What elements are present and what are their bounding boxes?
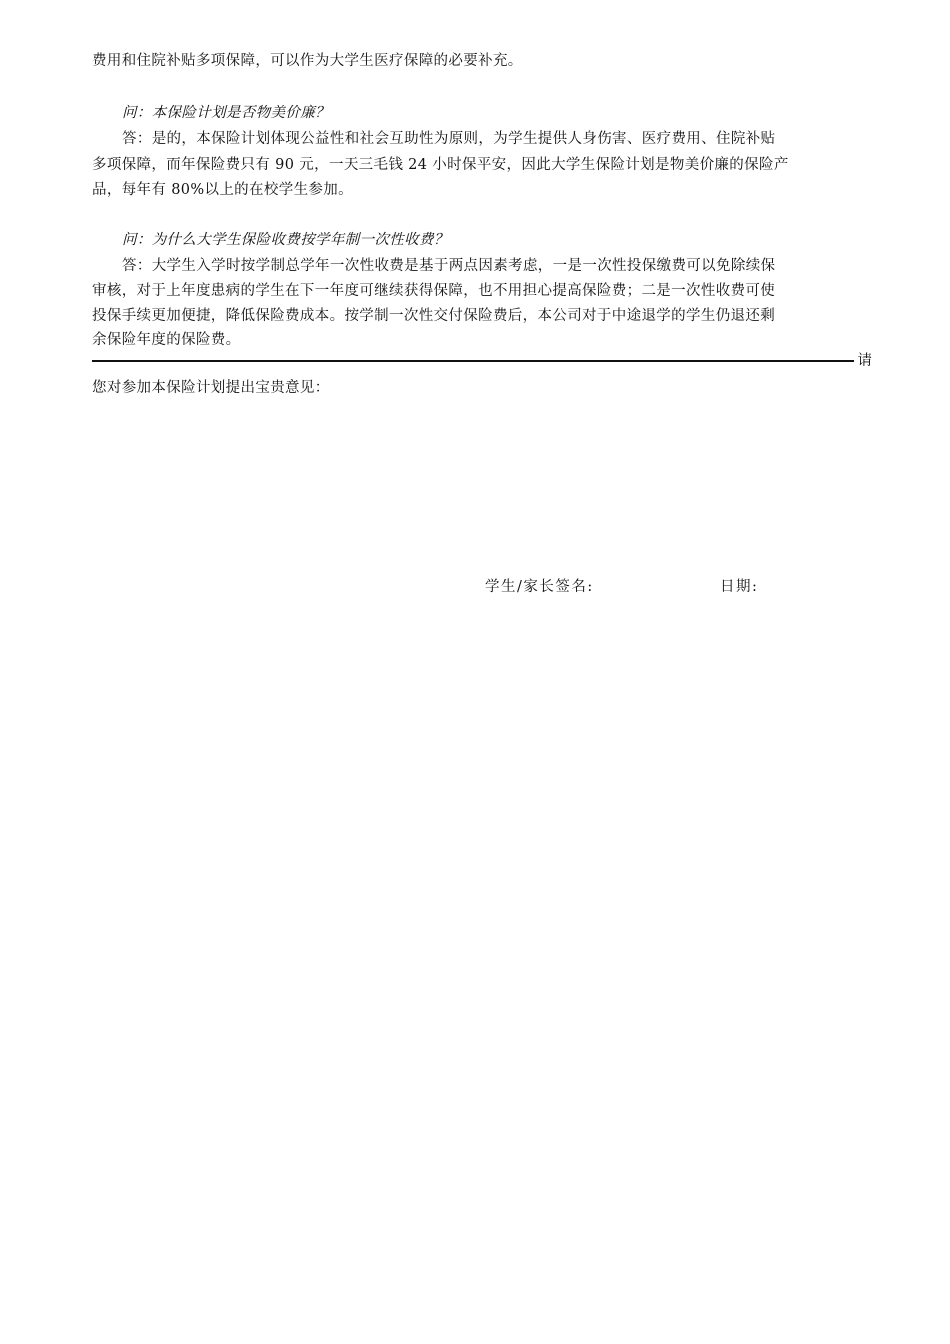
date-label: 日期: [720,579,759,595]
cut-line [92,351,872,371]
answer-2-line-1: 答：大学生入学时按学制总学年一次性收费是基于两点因素考虑，一是一次性投保缴费可以免除续保 [122,258,776,274]
answer-1-line-2: 多项保障，而年保险费只有 90 元，一天三毛钱 24 小时保平安，因此大学生保险计划是物美价廉的保险产 [92,157,789,173]
answer-1-line-1: 答：是的，本保险计划体现公益性和社会互助性为原则，为学生提供人身伤害、医疗费用、住院补贴 [122,131,776,147]
intro-line: 费用和住院补贴多项保障，可以作为大学生医疗保障的必要补充。 [92,53,523,69]
question-1: 问：本保险计划是否物美价廉？ [122,105,330,121]
feedback-prompt: 您对参加本保险计划提出宝贵意见： [92,380,330,396]
signature-label: 学生/家长签名: [485,579,594,595]
answer-2-line-2: 审核，对于上年度患病的学生在下一年度可继续获得保障，也不用担心提高保险费；二是一次性收费可使 [92,283,776,299]
answer-1-line-3: 品，每年有 80%以上的在校学生参加。 [92,182,353,198]
divider-tail-text: 请 [857,353,872,369]
answer-2-line-3: 投保手续更加便捷，降低保险费成本。按学制一次性交付保险费后，本公司对于中途退学的学生仍退还剩 [92,308,776,324]
question-2: 问：为什么大学生保险收费按学年制一次性收费？ [122,232,449,248]
answer-2-line-4: 余保险年度的保险费。 [92,332,241,348]
divider-rule [92,360,854,362]
